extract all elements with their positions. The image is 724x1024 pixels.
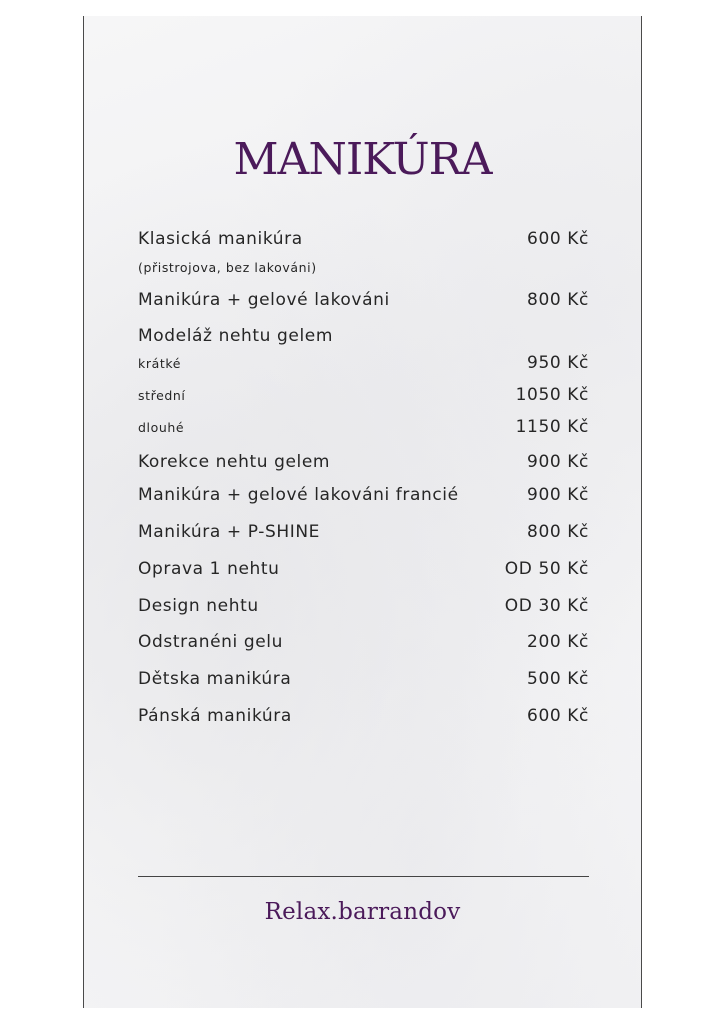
price-row-pshine xyxy=(138,522,589,542)
service-variant: střední xyxy=(138,388,186,403)
service-price: 800 Kč xyxy=(527,290,589,310)
service-name: Odstranéni gelu xyxy=(138,632,283,652)
service-name: Manikúra + gelové lakováni xyxy=(138,290,390,310)
price-row-klasicka xyxy=(138,229,589,249)
service-variant: krátké xyxy=(138,356,182,371)
service-name: Design nehtu xyxy=(138,596,259,616)
service-price: 200 Kč xyxy=(527,632,589,652)
price-row-dlouhe xyxy=(138,417,589,437)
service-price: 600 Kč xyxy=(527,229,589,249)
service-price: OD 30 Kč xyxy=(504,596,589,616)
service-variant: dlouhé xyxy=(138,420,185,435)
price-row-francie xyxy=(138,485,589,505)
service-name: Pánská manikúra xyxy=(138,706,292,726)
service-note: (přistrojova, bez lakováni) xyxy=(138,260,317,275)
price-row-detska xyxy=(138,669,589,689)
service-price: 900 Kč xyxy=(527,452,589,472)
service-name: Oprava 1 nehtu xyxy=(138,559,280,579)
price-row-odstraneni xyxy=(138,632,589,652)
service-price: 900 Kč xyxy=(527,485,589,505)
price-row-oprava xyxy=(138,559,589,579)
price-row-gelove xyxy=(138,290,589,310)
service-name: Korekce nehtu gelem xyxy=(138,452,331,472)
price-row-kratke xyxy=(138,353,589,373)
service-name: Dětska manikúra xyxy=(138,669,292,689)
service-price: OD 50 Kč xyxy=(504,559,589,579)
brand-name: Relax.barrandov xyxy=(264,899,461,925)
price-row-panska xyxy=(138,706,589,726)
price-row-design xyxy=(138,596,589,616)
page-title: MANIKÚRA xyxy=(233,134,492,185)
service-name: Modeláž nehtu gelem xyxy=(138,326,334,346)
service-price: 1150 Kč xyxy=(515,417,589,437)
service-price: 600 Kč xyxy=(527,706,589,726)
menu-card xyxy=(83,16,642,1008)
service-price: 500 Kč xyxy=(527,669,589,689)
service-price: 800 Kč xyxy=(527,522,589,542)
footer-divider xyxy=(138,876,589,877)
price-row-korekce xyxy=(138,452,589,472)
price-row-stredni xyxy=(138,385,589,405)
service-price: 1050 Kč xyxy=(515,385,589,405)
service-name: Manikúra + gelové lakováni francié xyxy=(138,485,459,505)
service-name: Klasická manikúra xyxy=(138,229,303,249)
section-heading-modelaz xyxy=(138,326,589,346)
service-name: Manikúra + P-SHINE xyxy=(138,522,320,542)
service-price: 950 Kč xyxy=(527,353,589,373)
